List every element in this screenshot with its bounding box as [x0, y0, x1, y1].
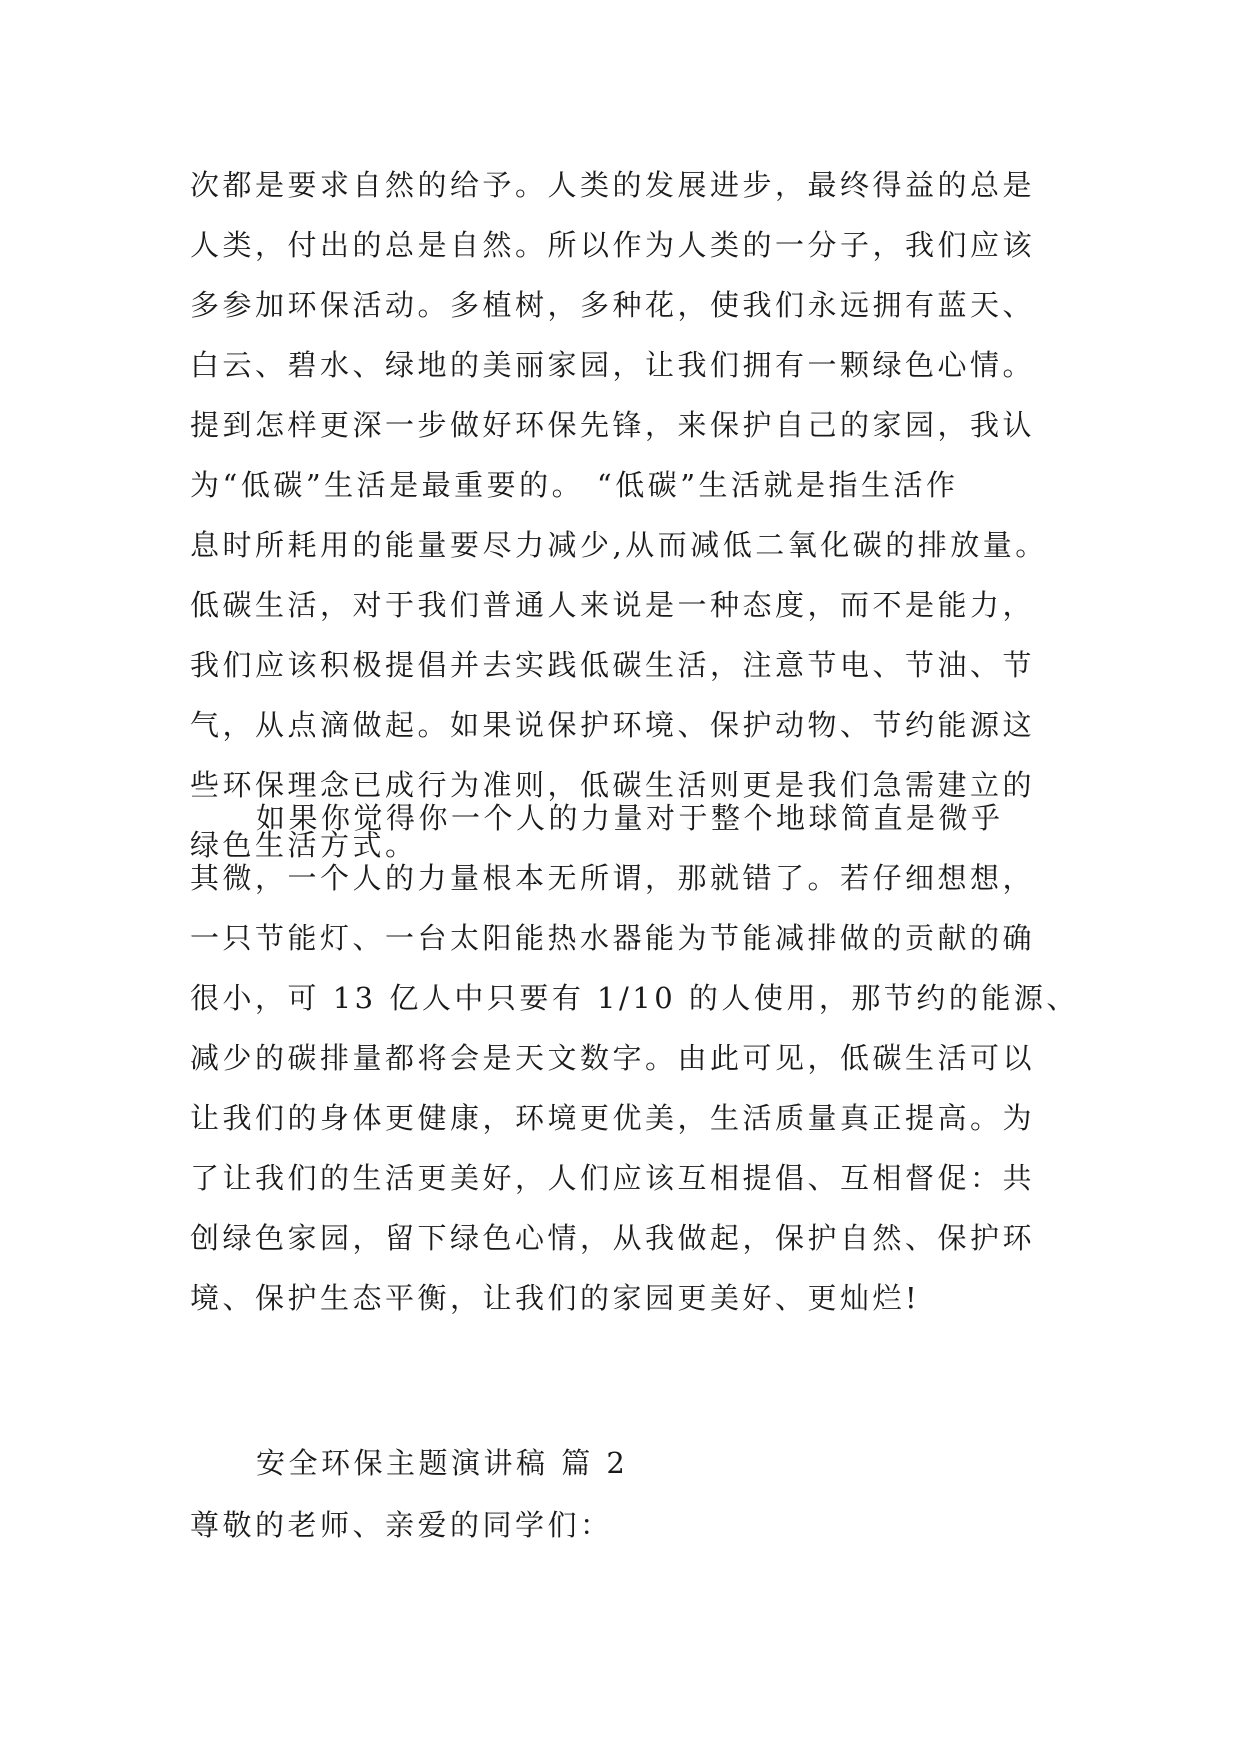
text-line: 如果你觉得你一个人的力量对于整个地球简直是微乎	[256, 801, 1004, 835]
text-line: 白云、碧水、绿地的美丽家园，让我们拥有一颗绿色心情。	[190, 348, 1036, 382]
section-title: 安全环保主题演讲稿 篇 2	[256, 1446, 629, 1480]
text-line: 我们应该积极提倡并去实践低碳生活，注意节电、节油、节	[190, 648, 1036, 682]
text-line: 很小，可 13 亿人中只要有 1/10 的人使用，那节约的能源、	[190, 981, 1079, 1015]
text-line: 多参加环保活动。多植树，多种花，使我们永远拥有蓝天、	[190, 288, 1036, 322]
paragraph-2	[190, 788, 1079, 1328]
text-line: 让我们的身体更健康，环境更优美，生活质量真正提高。为	[190, 1101, 1036, 1135]
text-line: 了让我们的生活更美好，人们应该互相提倡、互相督促：共	[190, 1161, 1036, 1195]
text-line: 一只节能灯、一台太阳能热水器能为节能减排做的贡献的确	[190, 921, 1036, 955]
text-line: 为“低碳”生活是最重要的。 “低碳”生活就是指生活作	[190, 468, 959, 502]
text-line: 次都是要求自然的给予。人类的发展进步，最终得益的总是	[190, 168, 1036, 202]
text-line: 些环保理念已成行为准则，低碳生活则更是我们急需建立的	[190, 768, 1036, 802]
text-line: 低碳生活，对于我们普通人来说是一种态度，而不是能力，	[190, 588, 1036, 622]
salutation: 尊敬的老师、亲爱的同学们：	[190, 1508, 613, 1542]
text-line: 创绿色家园，留下绿色心情，从我做起，保护自然、保护环	[190, 1221, 1036, 1255]
text-line: 人类，付出的总是自然。所以作为人类的一分子，我们应该	[190, 228, 1036, 262]
text-line: 气，从点滴做起。如果说保护环境、保护动物、节约能源这	[190, 708, 1036, 742]
text-line: 境、保护生态平衡，让我们的家园更美好、更灿烂!	[190, 1281, 921, 1315]
text-line: 息时所耗用的能量要尽力减少,从而减低二氧化碳的排放量。	[190, 528, 1048, 562]
paragraph-1	[190, 155, 1070, 875]
text-line: 其微，一个人的力量根本无所谓，那就错了。若仔细想想，	[190, 861, 1036, 895]
text-line: 减少的碳排量都将会是天文数字。由此可见，低碳生活可以	[190, 1041, 1036, 1075]
text-line: 绿色生活方式。	[190, 828, 418, 862]
text-line: 提到怎样更深一步做好环保先锋，来保护自己的家园，我认	[190, 408, 1036, 442]
